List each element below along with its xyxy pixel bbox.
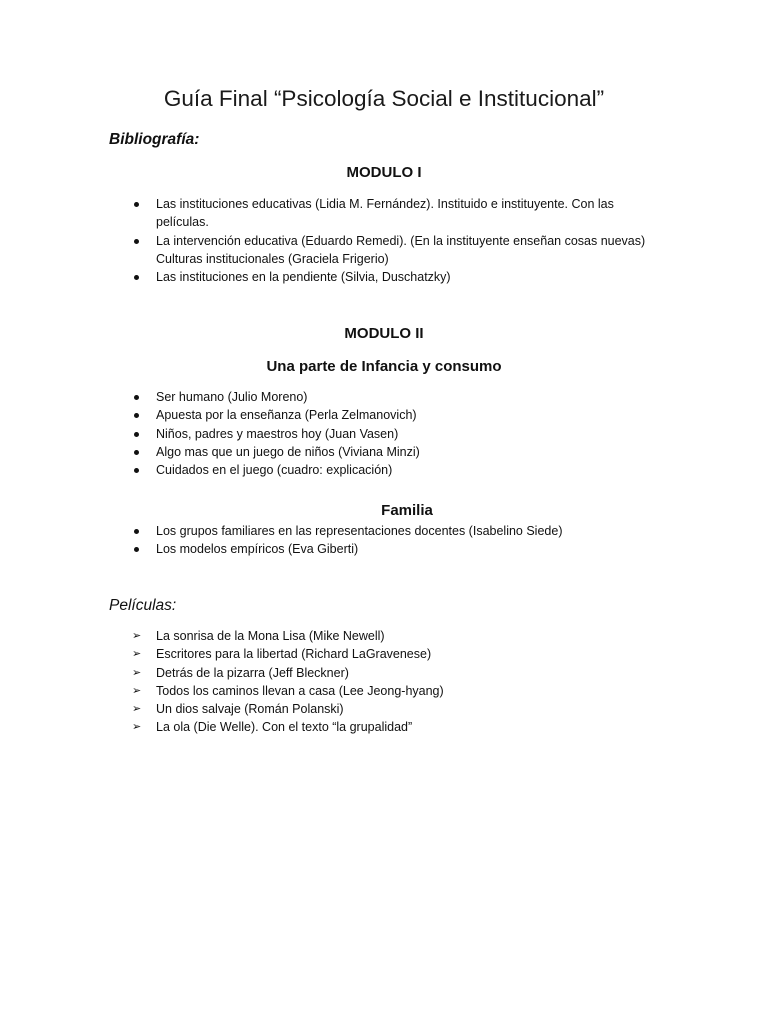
list-item: ➢ Todos los caminos llevan a casa (Lee Jeong-hyang) [132,683,444,698]
bibliografia-label: Bibliografía: [109,131,200,148]
list-item: Apuesta por la enseñanza (Perla Zelmanovich) [0,406,768,424]
list-item: Cuidados en el juego (cuadro: explicación) [0,461,768,479]
bullet-icon [134,468,139,473]
familia-list [0,522,768,559]
bullet-icon [134,547,139,552]
list-item: Ser humano (Julio Moreno) [0,388,768,406]
modulo-2-list [0,388,768,479]
list-item: Las instituciones educativas (Lidia M. Fernández). Instituido e instituyente. Con las películas. [0,195,768,232]
bullet-icon [134,239,139,244]
list-item: Niños, padres y maestros hoy (Juan Vasen) [0,425,768,443]
arrow-bullet-icon: ➢ [132,684,142,697]
arrow-bullet-icon: ➢ [132,666,142,679]
bullet-icon [134,202,139,207]
list-item: ➢ La sonrisa de la Mona Lisa (Mike Newell) [132,629,385,643]
familia-heading: Familia [381,502,433,519]
list-item: ➢ La ola (Die Welle). Con el texto “la grupalidad” [132,720,413,735]
arrow-bullet-icon: ➢ [132,703,142,716]
bullet-icon [134,395,139,400]
peliculas-label: Películas: [109,597,177,614]
bullet-icon [134,413,139,418]
modulo-1-heading: MODULO I [346,164,422,181]
list-item: Las instituciones en la pendiente (Silvia, Duschatzky) [0,268,768,286]
bullet-icon [134,432,139,437]
bullet-icon [134,529,139,534]
bullet-icon [134,450,139,455]
arrow-bullet-icon: ➢ [132,648,142,661]
list-item: ➢ Detrás de la pizarra (Jeff Bleckner) [132,665,349,680]
peliculas-list [0,627,768,737]
list-item: Los grupos familiares en las representaciones docentes (Isabelino Siede) [0,522,768,540]
arrow-bullet-icon: ➢ [132,721,142,734]
modulo-2-heading: MODULO II [344,325,424,342]
modulo-2-subheading: Una parte de Infancia y consumo [266,358,502,375]
list-item: Los modelos empíricos (Eva Giberti) [0,540,768,558]
list-item: ➢ Un dios salvaje (Román Polanski) [132,702,344,717]
modulo-1-list [0,195,768,286]
list-item: Algo mas que un juego de niños (Viviana Minzi) [0,443,768,461]
document-title: Guía Final “Psicología Social e Institucional” [163,86,605,111]
bullet-icon [134,275,139,280]
list-item: ➢ Escritores para la libertad (Richard LaGravenese) [132,647,432,662]
list-item: La intervención educativa (Eduardo Remedi). (En la instituyente enseñan cosas nuevas) Culturas institucionales (Graciela Frigerio) [0,232,768,269]
arrow-bullet-icon: ➢ [132,630,142,642]
